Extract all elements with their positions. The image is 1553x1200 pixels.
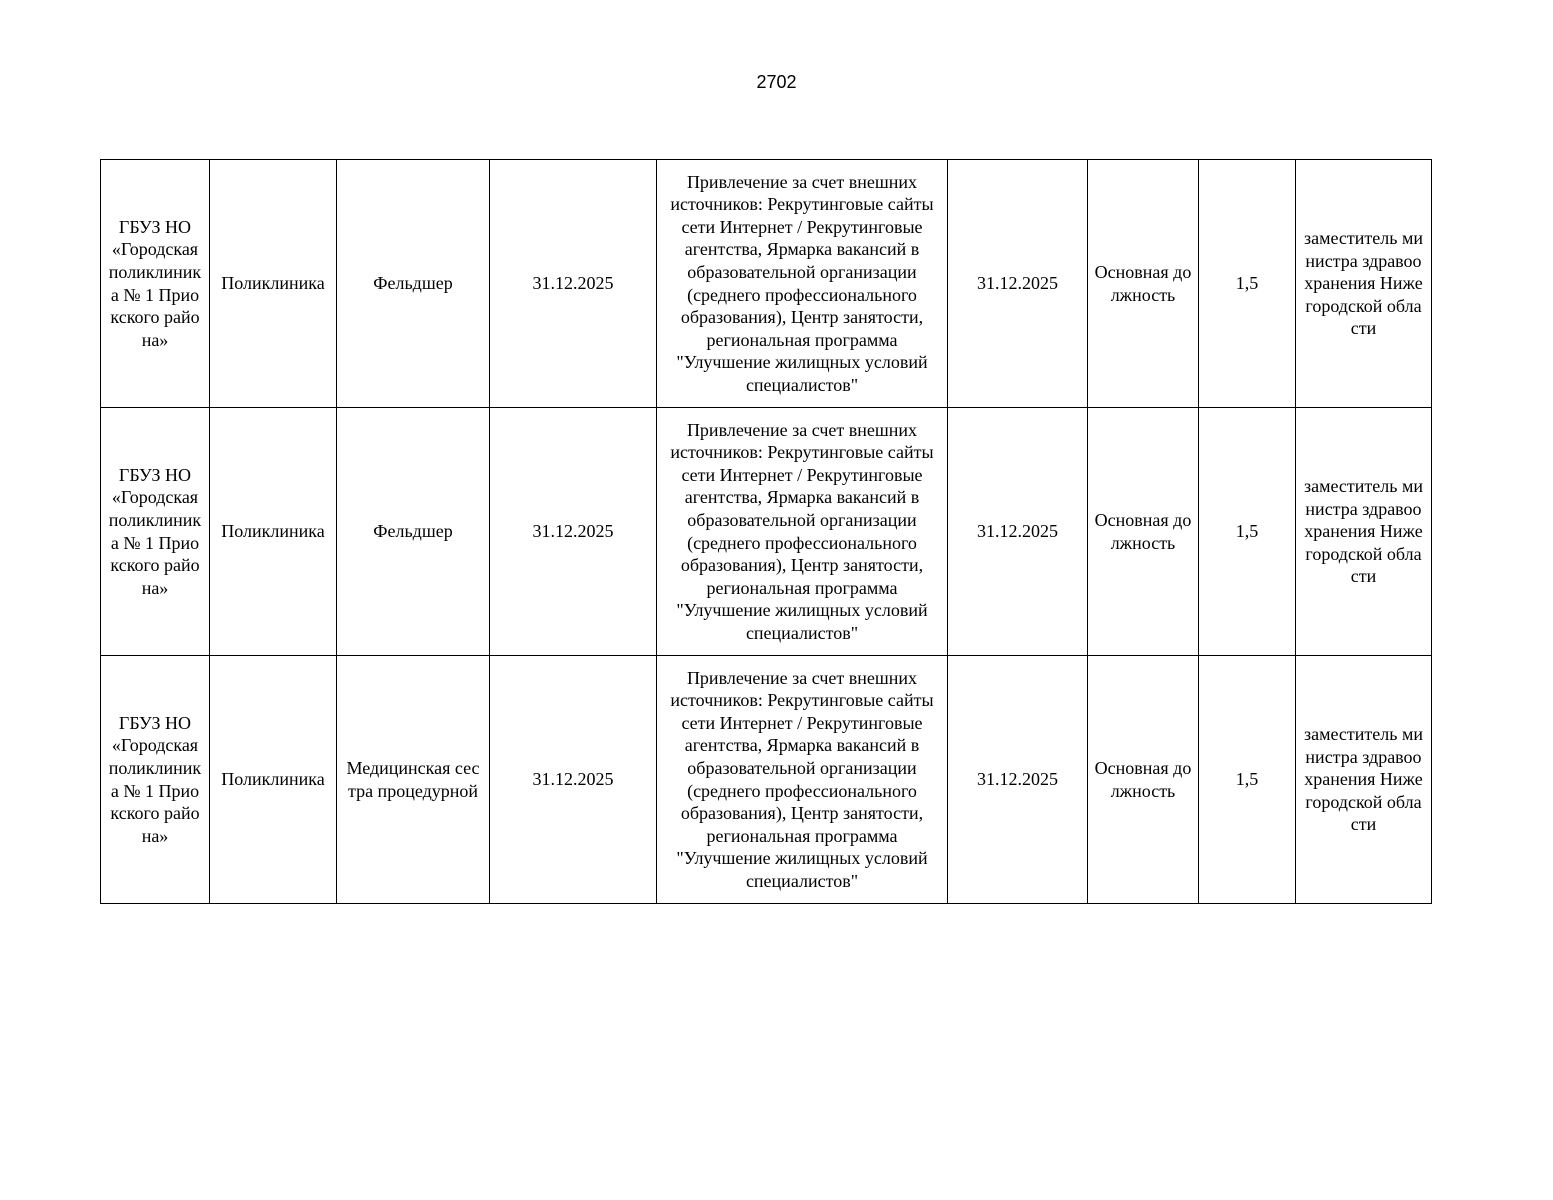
vacancy-table [100, 159, 1432, 904]
date2-text: 31.12.2025 [977, 769, 1058, 790]
methods-cell [657, 160, 948, 408]
responsible-text: заместитель министра здравоохранения Нижегородской области [1304, 476, 1423, 587]
rate-cell [1199, 160, 1296, 408]
org-cell [101, 656, 210, 904]
position-cell [337, 408, 490, 656]
rate-text: 1,5 [1235, 273, 1259, 294]
responsible-cell [1296, 160, 1432, 408]
date1-text: 31.12.2025 [532, 769, 614, 790]
position-text: Фельдшер [373, 521, 453, 542]
page-number: 2702 [756, 72, 797, 92]
rate-text: 1,5 [1235, 521, 1259, 542]
rate-cell [1199, 408, 1296, 656]
date2-cell [948, 160, 1088, 408]
table-row [101, 656, 1432, 904]
unit-text: Поликлиника [221, 769, 325, 790]
rate-text: 1,5 [1235, 769, 1259, 790]
table-row [101, 160, 1432, 408]
date1-text: 31.12.2025 [532, 273, 614, 294]
date2-cell [948, 408, 1088, 656]
position-cell [337, 656, 490, 904]
responsible-cell [1296, 656, 1432, 904]
org-text: ГБУЗ НО «Городская поликлиника № 1 Приокского района» [108, 712, 202, 846]
responsible-text: заместитель министра здравоохранения Нижегородской области [1304, 724, 1423, 835]
methods-cell [657, 656, 948, 904]
methods-cell [657, 408, 948, 656]
date2-text: 31.12.2025 [977, 521, 1058, 542]
unit-text: Поликлиника [221, 521, 325, 542]
methods-text: Привлечение за счет внешних источников: Рекрутинговые сайты сети Интернет / Рекрутинговые агентства, Ярмарка вакансий в образовательной организации (среднего профессионального образования), Центр занятости, региональная программа "Улучшение жилищных условий специалистов" [670, 419, 934, 643]
org-text: ГБУЗ НО «Городская поликлиника № 1 Приокского района» [108, 464, 202, 598]
org-cell [101, 160, 210, 408]
date1-text: 31.12.2025 [532, 521, 614, 542]
position-text: Фельдшер [373, 273, 453, 294]
rate-cell [1199, 656, 1296, 904]
position-cell [337, 160, 490, 408]
job-type-text: Основная должность [1094, 757, 1192, 801]
job-type-text: Основная должность [1094, 261, 1192, 305]
unit-cell [210, 160, 337, 408]
org-text: ГБУЗ НО «Городская поликлиника № 1 Приокского района» [108, 216, 202, 350]
responsible-text: заместитель министра здравоохранения Нижегородской области [1304, 228, 1423, 339]
date2-cell [948, 656, 1088, 904]
job-type-cell [1088, 656, 1199, 904]
date1-cell [490, 160, 657, 408]
unit-cell [210, 656, 337, 904]
position-text: Медицинская сестра процедурной [346, 757, 480, 801]
responsible-cell [1296, 408, 1432, 656]
table-row [101, 408, 1432, 656]
job-type-cell [1088, 160, 1199, 408]
unit-text: Поликлиника [221, 273, 325, 294]
methods-text: Привлечение за счет внешних источников: Рекрутинговые сайты сети Интернет / Рекрутинговые агентства, Ярмарка вакансий в образовательной организации (среднего профессионального образования), Центр занятости, региональная программа "Улучшение жилищных условий специалистов" [670, 171, 934, 395]
methods-text: Привлечение за счет внешних источников: Рекрутинговые сайты сети Интернет / Рекрутинговые агентства, Ярмарка вакансий в образовательной организации (среднего профессионального образования), Центр занятости, региональная программа "Улучшение жилищных условий специалистов" [670, 667, 934, 891]
unit-cell [210, 408, 337, 656]
date1-cell [490, 656, 657, 904]
org-cell [101, 408, 210, 656]
job-type-cell [1088, 408, 1199, 656]
date2-text: 31.12.2025 [977, 273, 1058, 294]
job-type-text: Основная должность [1094, 509, 1192, 553]
date1-cell [490, 408, 657, 656]
